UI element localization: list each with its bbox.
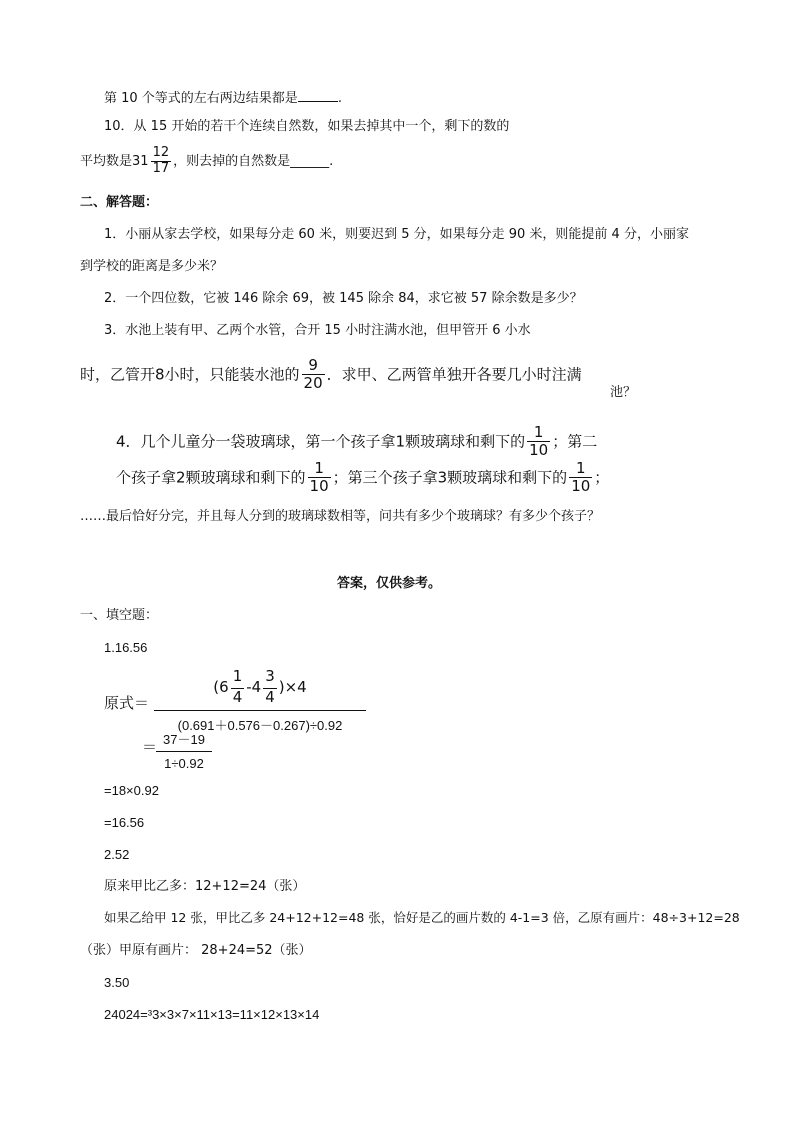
a3-line1: 3．水池上装有甲、乙两个水管，合开 15 小时注满水池，但甲管开 6 小水 — [104, 323, 531, 338]
equation-10-line — [104, 89, 342, 105]
q10-fraction — [151, 146, 172, 177]
formula-n-open: (6 — [213, 677, 229, 696]
formula-denominator-2: 1÷0.92 — [164, 756, 204, 771]
a4-pre2: 个孩子拿2颗玻璃球和剩下的 — [116, 468, 306, 487]
a4-fraction-2 — [308, 460, 331, 496]
a4-denominator-3: 10 — [571, 477, 591, 496]
a4-denominator-2: 10 — [309, 477, 329, 496]
a4-line1 — [116, 424, 597, 460]
formula-mixed-1 — [231, 668, 245, 707]
formula-lhs: 原式＝ — [104, 694, 150, 712]
answer-2-line-c: （张）甲原有画片： 28+24=52（张） — [80, 943, 312, 958]
a4-fraction-3 — [569, 460, 592, 496]
a4-post1: ；第二 — [552, 432, 598, 451]
formula-f2-denominator: 4 — [265, 688, 275, 707]
a3-post: ．求甲、乙两管单独开各要几小时注满 — [326, 365, 582, 384]
a4-pre1: 4．几个儿童分一袋玻璃球，第一个孩子拿1颗玻璃球和剩下的 — [116, 432, 526, 451]
a3-line2 — [80, 357, 582, 393]
a3-tail: 池？ — [610, 385, 637, 400]
a1-line1: 1．小丽从家去学校，如果每分走 60 米，则要迟到 5 分，如果每分走 90 米，则能提前 4 分，小丽家 — [104, 227, 689, 242]
formula-f1-numerator: 1 — [231, 668, 245, 689]
a3-denominator: 20 — [303, 374, 323, 393]
formula-fraction-1 — [154, 668, 366, 734]
formula-f2-numerator: 3 — [263, 668, 277, 689]
answer-3-label: 3.50 — [104, 975, 130, 990]
a3-numerator: 9 — [302, 357, 325, 375]
a4-line2 — [116, 460, 609, 496]
answer-2-line-a: 原来甲比乙多：12+12=24（张） — [104, 879, 306, 894]
equation-10-text: 第 10 个等式的左右两边结果都是 — [104, 91, 298, 106]
result-line-2: =16.56 — [104, 815, 145, 830]
a3-fraction — [302, 357, 325, 393]
formula-mixed-2 — [263, 668, 277, 707]
q10-line1: 10．从 15 开始的若干个连续自然数，如果去掉其中一个，剩下的数的 — [104, 119, 510, 134]
a3-pre: 时，乙管开8小时，只能装水池的 — [80, 365, 300, 384]
answers-section-1: 一、填空题： — [80, 608, 159, 623]
q10-pre: 平均数是 — [80, 153, 133, 169]
a4-line3: ……最后恰好分完，并且每人分到的玻璃球数相等，问共有多少个玻璃球？有多少个孩子？ — [80, 509, 601, 524]
equation-10-end: . — [337, 91, 342, 106]
result-line-1: =18×0.92 — [104, 783, 159, 798]
answers-title: 答案，仅供参考。 — [337, 576, 442, 591]
answer-1-label: 1.16.56 — [104, 640, 148, 655]
a4-post2: ； — [594, 468, 610, 487]
a4-denominator-1: 10 — [529, 441, 549, 460]
a4-numerator-2: 1 — [308, 460, 331, 478]
formula-n-close: )×4 — [278, 677, 307, 696]
a4-numerator-3: 1 — [569, 460, 592, 478]
formula-numerator-2: 37－19 — [156, 729, 212, 752]
a1-line2: 到学校的距离是多少米？ — [80, 259, 224, 274]
a4-mid2: ；第三个孩子拿3颗玻璃球和剩下的 — [332, 468, 568, 487]
section-2-heading: 二、解答题： — [80, 195, 159, 210]
answer-blank — [298, 89, 338, 102]
answer-3-line-a: 24024=³3×3×7×11×13=11×12×13×14 — [104, 1007, 320, 1022]
a4-numerator-1: 1 — [527, 424, 550, 442]
formula-fraction-2 — [156, 729, 212, 771]
q10-post: ，则去掉的自然数是______. — [173, 153, 334, 169]
q10-whole: 31 — [132, 153, 149, 169]
formula-f1-denominator: 4 — [232, 688, 243, 707]
q10-line2 — [80, 146, 333, 177]
q10-denominator: 17 — [152, 160, 170, 176]
formula-minus: -4 — [246, 677, 262, 696]
formula-denominator-1: (0.691＋0.576－0.267)÷0.92 — [177, 717, 343, 733]
answer-2-line-b: 如果乙给甲 12 张，甲比乙多 24+12+12=48 张，恰好是乙的画片数的 4-1=3 倍，乙原有画片：48÷3+12=28 — [104, 910, 740, 925]
formula-numerator-1 — [154, 668, 366, 711]
q10-numerator: 12 — [152, 145, 170, 160]
formula-eq2: ＝ — [142, 738, 158, 756]
a2-line: 2．一个四位数，它被 146 除余 69，被 145 除余 84，求它被 57 除余数是多少？ — [104, 291, 583, 306]
answer-2-label: 2.52 — [104, 847, 130, 862]
a4-fraction-1 — [527, 424, 550, 460]
